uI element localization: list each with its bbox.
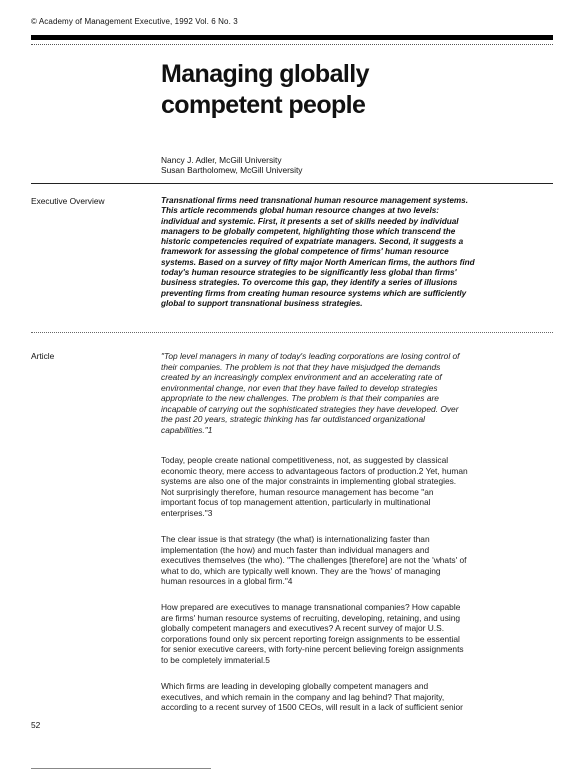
overview-line: business strategies. To overcome this gap, they identify a series of illusions	[161, 278, 458, 288]
overview-line: preventing firms from creating human resource systems which are sufficiently	[161, 288, 467, 298]
paragraph-line: The clear issue is that strategy (the what) is internationalizing faster than	[161, 534, 430, 544]
top-dotted-rule	[31, 44, 553, 45]
paragraph-line: to be completely immaterial.5	[161, 654, 270, 665]
overview-line: This article recommends global human resource changes at two levels:	[161, 206, 440, 216]
overview-line: historic competencies required of expatriate managers. Second, it suggests a	[161, 237, 464, 247]
title-line-1: Managing globally	[161, 60, 369, 88]
paragraph-line: human resources in a global firm."4	[161, 576, 293, 586]
article-title	[161, 59, 541, 121]
overview-line: systems. Based on a survey of fifty major North American firms, the authors find	[161, 257, 475, 267]
executive-overview-label: Executive Overview	[31, 196, 105, 206]
article-label: Article	[31, 351, 55, 361]
paragraph-line: How prepared are executives to manage transnational companies? How capable	[161, 602, 461, 612]
paragraph-line: Which firms are leading in developing globally competent managers and	[161, 681, 429, 691]
dotted-section-rule	[31, 332, 553, 333]
section-rule	[31, 183, 553, 184]
paragraph-line: created by an increasingly complex environment and an accelerating rate of	[161, 372, 442, 382]
overview-line: global to support transnational business strategies.	[161, 298, 363, 308]
paragraph-line: globally competent managers and executives? A recent survey of major U.S.	[161, 623, 445, 633]
overview-line: Transnational firms need transnational human resource management systems.	[161, 196, 468, 205]
overview-line: individual and systemic. First, it presents a set of skills needed by individual	[161, 216, 459, 226]
executive-overview-text	[161, 196, 545, 309]
overview-line: framework for assessing the global competence of firms' human resource	[161, 247, 449, 257]
article-paragraph-4	[161, 602, 549, 665]
overview-line: today's human resource strategies to be significantly less global than firms'	[161, 268, 457, 278]
article-paragraph-2	[161, 455, 549, 518]
paragraph-line: "Top level managers in many of today's leading corporations are losing control of	[161, 351, 460, 361]
article-paragraph-3	[161, 534, 549, 587]
overview-line: managers to be globally competent, highlighting those which transcend the	[161, 226, 456, 236]
paragraph-line: environmental change, nor even that they have failed to develop strategies	[161, 382, 438, 393]
paragraph-line: executives, and which remain in the company and lag behind? That majority,	[161, 691, 445, 702]
paragraph-line: Not surprisingly therefore, human resource management has become "an	[161, 486, 434, 497]
paragraph-line: their companies. The problem is not that they have misjudged the demands	[161, 361, 441, 372]
page-number: 52	[31, 720, 41, 730]
article-paragraph-5	[161, 681, 549, 713]
paragraph-line: what to do, which are typically well known. They are the 'hows' of managing	[161, 565, 441, 576]
top-rule	[31, 35, 553, 40]
paragraph-line: important focus of top management attention, particularly in multinational	[161, 497, 431, 507]
paragraph-line: for senior executive careers, with forty-nine percent believing foreign assignments	[161, 644, 464, 654]
author-2: Susan Bartholomew, McGill University	[161, 165, 303, 175]
paragraph-line: capabilities."1	[161, 424, 213, 435]
article-paragraph-1	[161, 351, 549, 435]
paragraph-line: incapable of carrying out the sophisticated strategies they have developed. Over	[161, 403, 459, 414]
title-line-2: competent people	[161, 91, 366, 119]
paragraph-line: corporations found only six percent reporting foreign assignments to be essential	[161, 633, 460, 644]
paragraph-line: systems are also one of the major constraints in implementing global strategies.	[161, 476, 457, 486]
bottom-rule	[31, 768, 211, 769]
paragraph-line: enterprises."3	[161, 507, 213, 518]
paragraph-line: are firms' human resource systems of recruiting, developing, retaining, and using	[161, 612, 461, 623]
journal-citation: © Academy of Management Executive, 1992 Vol. 6 No. 3	[31, 17, 238, 26]
paragraph-line: Today, people create national competitiveness, not, as suggested by classical	[161, 455, 449, 465]
paragraph-line: implementation (the how) and much faster than individual managers and	[161, 544, 430, 555]
authors	[161, 155, 303, 175]
paragraph-line: the past 20 years, strategic thinking has far outdistanced organizational	[161, 414, 425, 424]
paragraph-line: according to a recent survey of 1500 CEOs, will result in a lack of sufficient senior	[161, 702, 463, 712]
author-1: Nancy J. Adler, McGill University	[161, 155, 282, 165]
paragraph-line: executives themselves (the who). "The challenges [therefore] are not the 'whats' of	[161, 555, 467, 565]
paragraph-line: appropriate to the new challenges. The problem is that their companies are	[161, 393, 439, 403]
paragraph-line: economic theory, mere access to advantageous factors of production.2 Yet, human	[161, 465, 468, 476]
